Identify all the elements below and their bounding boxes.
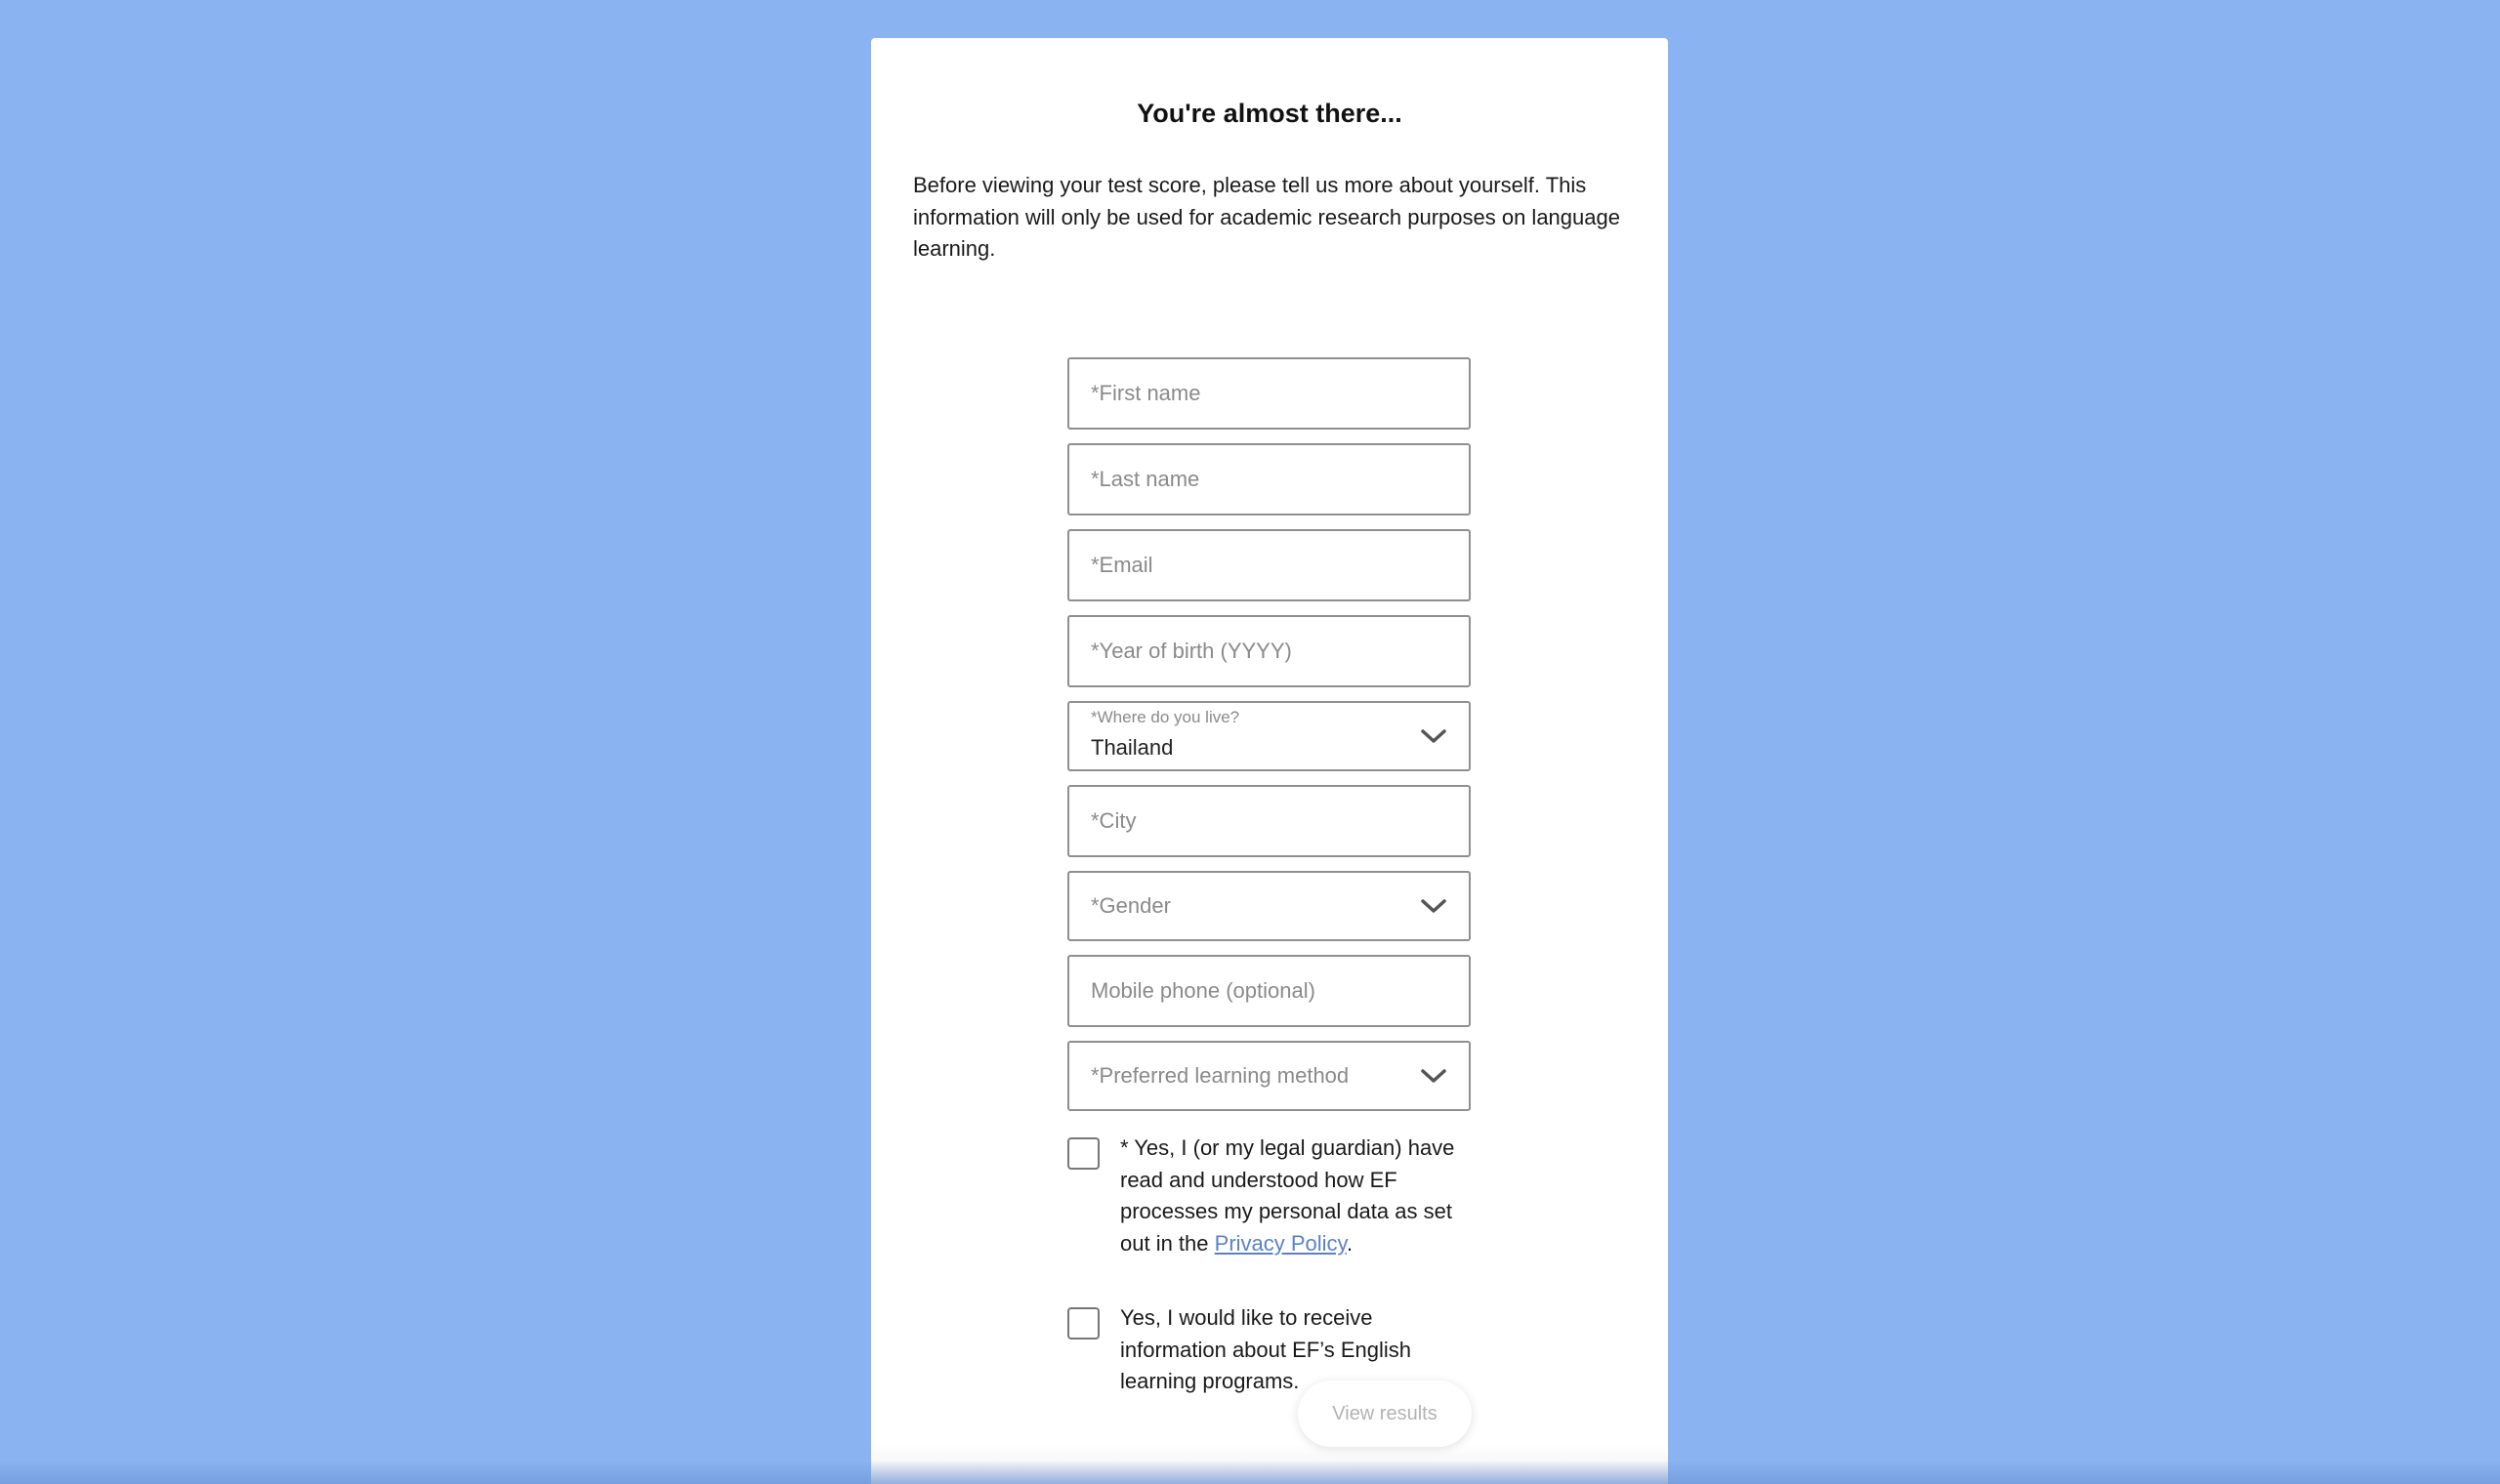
chevron-down-icon	[1420, 1067, 1447, 1085]
page-title: You're almost there...	[1137, 99, 1402, 128]
first-name-input[interactable]	[1069, 359, 1469, 428]
privacy-policy-link[interactable]: Privacy Policy	[1214, 1230, 1347, 1256]
privacy-consent-text	[1120, 1133, 1472, 1259]
country-select-value: Thailand	[1091, 735, 1174, 760]
year-of-birth-field[interactable]	[1067, 615, 1471, 687]
city-input[interactable]	[1069, 787, 1469, 855]
first-name-field[interactable]	[1067, 357, 1471, 430]
chevron-down-icon	[1420, 897, 1447, 915]
gender-select-placeholder: *Gender	[1091, 893, 1171, 918]
mobile-phone-input[interactable]	[1069, 957, 1469, 1025]
gender-select[interactable]	[1067, 871, 1471, 941]
view-results-button[interactable]: View results	[1298, 1381, 1472, 1447]
country-select-label: *Where do you live?	[1091, 708, 1240, 726]
marketing-consent-text: Yes, I would like to receive information about EF’s English learning programs.	[1120, 1305, 1411, 1393]
privacy-consent-text-after: .	[1346, 1230, 1354, 1256]
last-name-field[interactable]	[1067, 443, 1471, 515]
last-name-input[interactable]	[1069, 445, 1469, 514]
learning-method-select-placeholder: *Preferred learning method	[1091, 1063, 1350, 1088]
form-card	[871, 38, 1668, 1484]
email-input[interactable]	[1069, 531, 1469, 599]
intro-text: Before viewing your test score, please tell us more about yourself. This information will only be used for academic research purposes on language learning.	[913, 173, 1620, 261]
learning-method-select[interactable]	[1067, 1041, 1471, 1111]
chevron-down-icon	[1420, 727, 1447, 745]
privacy-consent-checkbox[interactable]	[1067, 1137, 1100, 1170]
email-field[interactable]	[1067, 529, 1471, 601]
mobile-phone-field[interactable]	[1067, 955, 1471, 1027]
marketing-consent-checkbox[interactable]	[1067, 1307, 1100, 1340]
year-of-birth-input[interactable]	[1069, 617, 1469, 685]
bottom-fade	[871, 1445, 1668, 1484]
city-field[interactable]	[1067, 785, 1471, 857]
privacy-consent-text-before: * Yes, I (or my legal guardian) have read and understood how EF processes my personal data as set out in the	[1120, 1135, 1455, 1256]
country-select[interactable]	[1067, 701, 1471, 771]
